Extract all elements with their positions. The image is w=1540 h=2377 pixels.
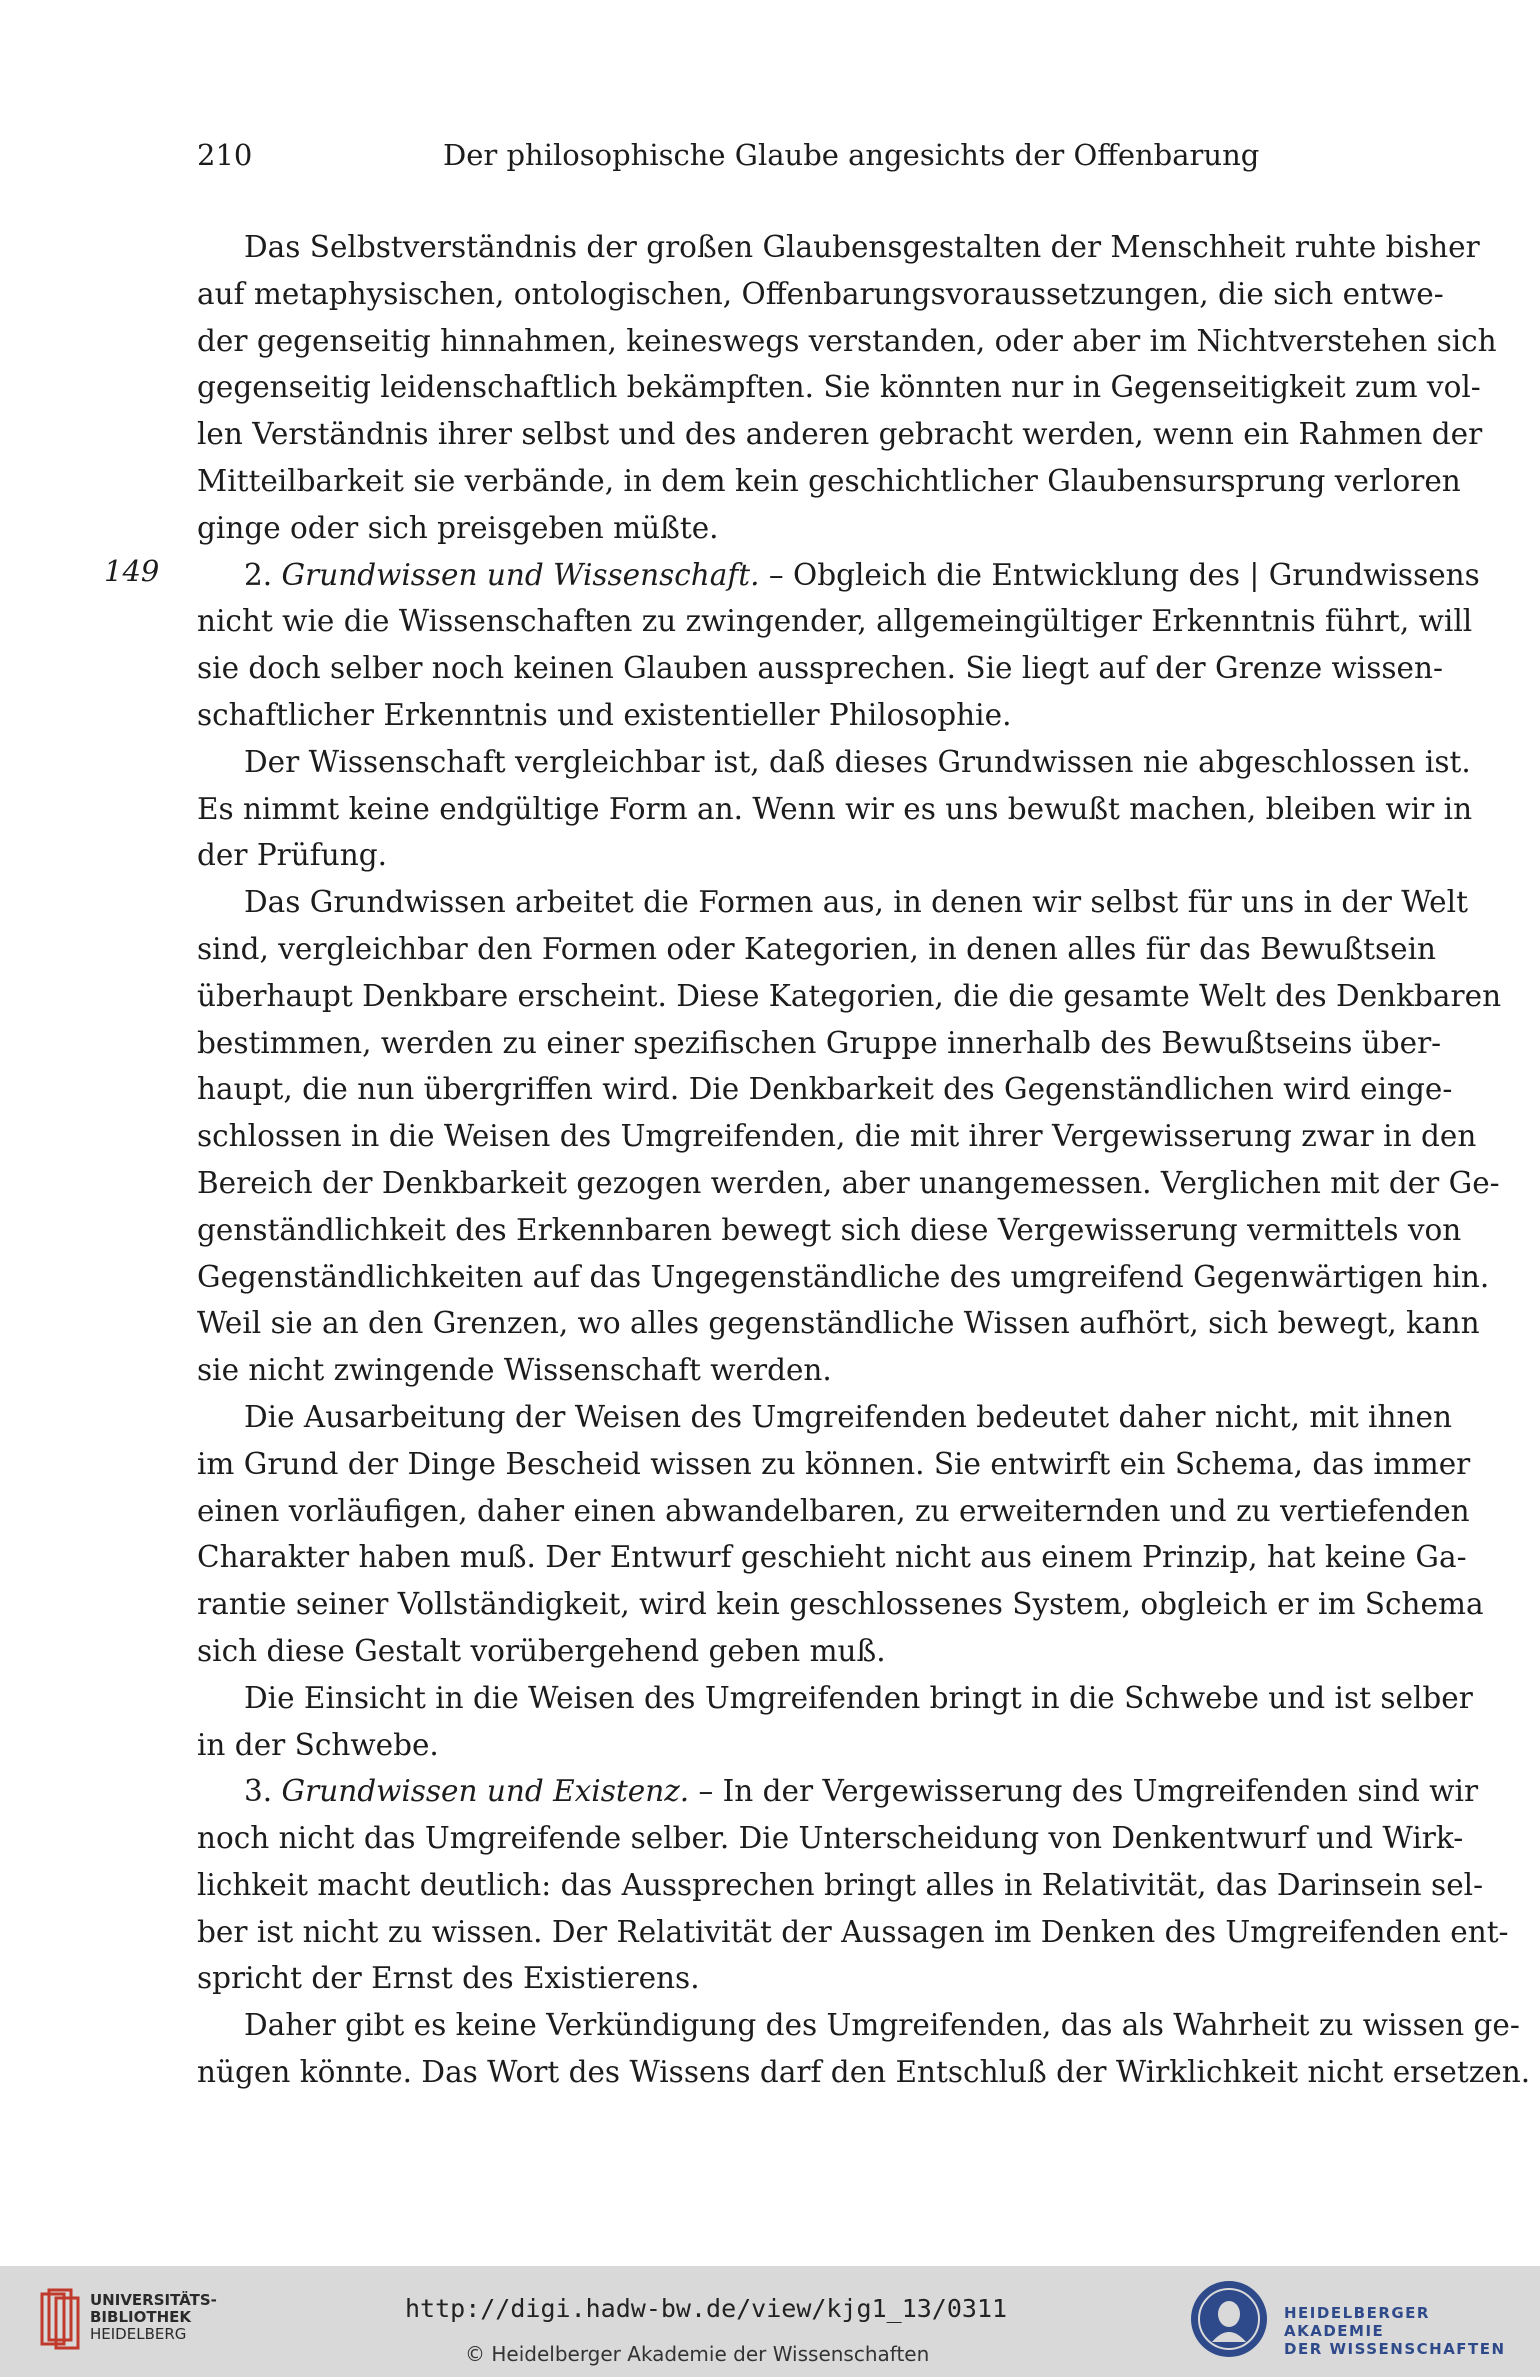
- section-title: Grundwissen und Existenz.: [281, 1774, 690, 1809]
- text-line: Es nimmt keine endgültige Form an. Wenn wir es uns bewußt machen, bleiben wir in: [197, 791, 1473, 826]
- text-line: sind, vergleichbar den Formen oder Kategorien, in denen alles für das Bewußtsein: [197, 931, 1437, 966]
- section-heading-line: [197, 552, 1480, 599]
- text-line: genständlichkeit des Erkennbaren bewegt sich diese Vergewisserung vermittels von: [197, 1212, 1462, 1247]
- page-header: [197, 138, 1397, 178]
- text-line: Das Grundwissen arbeitet die Formen aus, in denen wir selbst für uns in der Welt: [244, 885, 1468, 920]
- footer-band: [0, 2266, 1540, 2377]
- text-line: sie nicht zwingende Wissenschaft werden.: [197, 1353, 832, 1388]
- library-name-line: UNIVERSITÄTS-: [90, 2291, 217, 2309]
- text-line: schlossen in die Weisen des Umgreifenden, die mit ihrer Vergewisserung zwar in den: [197, 1119, 1477, 1154]
- text-line: in der Schwebe.: [197, 1727, 439, 1762]
- library-name-line: HEIDELBERG: [90, 2325, 187, 2343]
- margin-page-reference: 149: [104, 554, 160, 588]
- text-line: ginge oder sich preisgeben müßte.: [197, 510, 719, 545]
- university-library-logo[interactable]: [40, 2286, 217, 2356]
- copyright-notice: © Heidelberger Akademie der Wissenschaften: [465, 2342, 930, 2366]
- section-heading-line: [197, 1768, 1479, 1815]
- section-number: 2.: [244, 557, 282, 592]
- text-line: Bereich der Denkbarkeit gezogen werden, aber unangemessen. Verglichen mit der Ge-: [197, 1165, 1500, 1200]
- text-line: auf metaphysischen, ontologischen, Offenbarungsvoraussetzungen, die sich entwe-: [197, 276, 1444, 311]
- text-line: sie doch selber noch keinen Glauben aussprechen. Sie liegt auf der Grenze wissen-: [197, 651, 1443, 686]
- library-name-line: BIBLIOTHEK: [90, 2308, 191, 2326]
- text-line: schaftlicher Erkenntnis und existentieller Philosophie.: [197, 697, 1012, 732]
- page-number: 210: [197, 138, 253, 172]
- text-line: sich diese Gestalt vorübergehend geben muß.: [197, 1633, 886, 1668]
- text-line: gegenseitig leidenschaftlich bekämpften. Sie könnten nur in Gegenseitigkeit zum vol-: [197, 370, 1481, 405]
- paragraph-section-3: [197, 1768, 1509, 2002]
- paragraph: [197, 1394, 1484, 1675]
- text-line: Das Selbstverständnis der großen Glaubensgestalten der Menschheit ruhte bisher: [244, 230, 1480, 264]
- text-line: überhaupt Denkbare erscheint. Diese Kategorien, die die gesamte Welt des Denkbaren: [197, 978, 1502, 1013]
- academy-name-line: DER WISSENSCHAFTEN: [1284, 2340, 1506, 2358]
- text-line: der Prüfung.: [197, 838, 387, 873]
- academy-logo[interactable]: [1188, 2278, 1518, 2364]
- paragraph-section-2: [197, 552, 1480, 739]
- text-line: haupt, die nun übergriffen wird. Die Denkbarkeit des Gegenständlichen wird einge-: [197, 1072, 1453, 1107]
- text-line: Die Ausarbeitung der Weisen des Umgreifenden bedeutet daher nicht, mit ihnen: [244, 1399, 1452, 1434]
- paragraph: [197, 739, 1473, 879]
- text-line: Charakter haben muß. Der Entwurf geschieht nicht aus einem Prinzip, hat keine Ga-: [197, 1540, 1467, 1575]
- library-name: [90, 2292, 217, 2343]
- library-logo-icon: [40, 2288, 80, 2350]
- section-lead-text: – Obgleich die Entwicklung des | Grundwissens: [759, 557, 1480, 592]
- section-lead-text: – In der Vergewisserung des Umgreifenden sind wir: [689, 1774, 1479, 1809]
- text-line: Mitteilbarkeit sie verbände, in dem kein geschichtlicher Glaubensursprung verloren: [197, 463, 1461, 498]
- text-line: Der Wissenschaft vergleichbar ist, daß dieses Grundwissen nie abgeschlossen ist.: [244, 744, 1471, 779]
- text-line: einen vorläufigen, daher einen abwandelbaren, zu erweiternden und zu vertiefenden: [197, 1493, 1470, 1528]
- body-text: [197, 224, 1531, 2096]
- text-line: len Verständnis ihrer selbst und des anderen gebracht werden, wenn ein Rahmen der: [197, 417, 1483, 452]
- paragraph: [197, 879, 1502, 1394]
- text-line: Daher gibt es keine Verkündigung des Umgreifenden, das als Wahrheit zu wissen ge-: [244, 2008, 1520, 2043]
- text-line: nicht wie die Wissenschaften zu zwingender, allgemeingültiger Erkenntnis führt, will: [197, 604, 1473, 639]
- text-line: Weil sie an den Grenzen, wo alles gegenständliche Wissen aufhört, sich bewegt, kann: [197, 1306, 1480, 1341]
- paragraph: [197, 1675, 1473, 1769]
- paragraph: [197, 224, 1497, 552]
- running-title: Der philosophische Glaube angesichts der Offenbarung: [443, 138, 1260, 172]
- section-number: 3.: [244, 1774, 282, 1809]
- text-line: lichkeit macht deutlich: das Aussprechen bringt alles in Relativität, das Darinsein sel-: [197, 1867, 1484, 1902]
- permalink-url[interactable]: http://digi.hadw-bw.de/view/kjg1_13/0311: [405, 2294, 1008, 2323]
- academy-seal-icon: [1188, 2278, 1270, 2360]
- text-line: ber ist nicht zu wissen. Der Relativität der Aussagen im Denken des Umgreifenden ent-: [197, 1914, 1509, 1949]
- paragraph: [197, 2002, 1531, 2096]
- text-line: rantie seiner Vollständigkeit, wird kein geschlossenes System, obgleich er im Schema: [197, 1587, 1484, 1622]
- text-line: spricht der Ernst des Existierens.: [197, 1961, 700, 1996]
- academy-name-line: HEIDELBERGER AKADEMIE: [1284, 2304, 1430, 2340]
- text-line: noch nicht das Umgreifende selber. Die Unterscheidung von Denkentwurf und Wirk-: [197, 1821, 1464, 1856]
- text-line: bestimmen, werden zu einer spezifischen Gruppe innerhalb des Bewußtseins über-: [197, 1025, 1442, 1060]
- section-title: Grundwissen und Wissenschaft.: [281, 557, 760, 592]
- academy-name: [1284, 2304, 1518, 2358]
- text-line: nügen könnte. Das Wort des Wissens darf den Entschluß der Wirklichkeit nicht ersetzen.: [197, 2055, 1531, 2090]
- text-line: der gegenseitig hinnahmen, keineswegs verstanden, oder aber im Nichtverstehen sich: [197, 323, 1497, 358]
- text-line: im Grund der Dinge Bescheid wissen zu können. Sie entwirft ein Schema, das immer: [197, 1446, 1471, 1481]
- text-line: Gegenständlichkeiten auf das Ungegenständliche des umgreifend Gegenwärtigen hin.: [197, 1259, 1490, 1294]
- text-line: Die Einsicht in die Weisen des Umgreifenden bringt in die Schwebe und ist selber: [244, 1680, 1473, 1715]
